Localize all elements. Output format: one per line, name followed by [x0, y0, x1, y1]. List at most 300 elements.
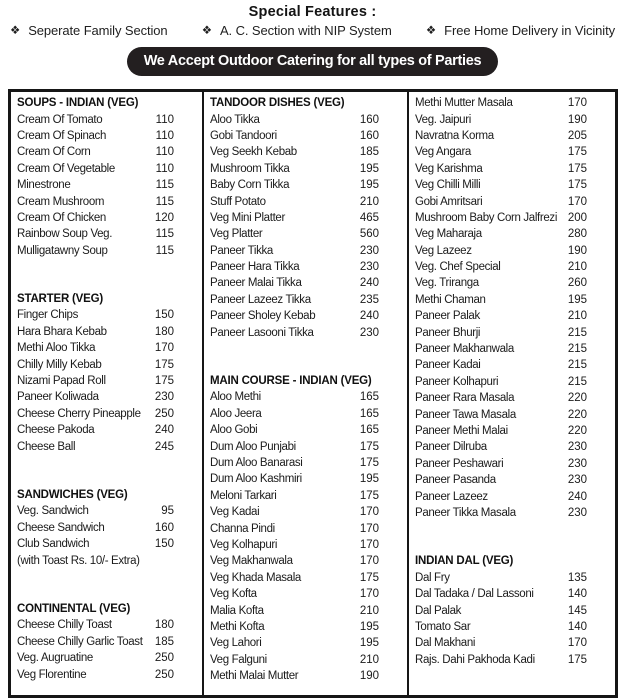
- item-price: 110: [155, 162, 174, 175]
- menu-item: [409, 390, 615, 406]
- item-name: Veg Kolhapuri: [210, 538, 278, 551]
- item-name: Aloo Tikka: [210, 113, 260, 126]
- item-name: Navratna Korma: [415, 129, 494, 142]
- item-price: 205: [567, 129, 587, 142]
- item-price: 220: [567, 425, 587, 437]
- item-price: 560: [359, 228, 379, 241]
- item-name: Dum Aloo Punjabi: [210, 440, 296, 453]
- menu-item: [409, 177, 615, 193]
- item-price: 170: [567, 97, 587, 110]
- item-price: 175: [359, 489, 379, 502]
- item-price: 240: [359, 310, 379, 323]
- item-price: 160: [359, 113, 379, 126]
- item-name: Cheese Sandwich: [17, 521, 105, 534]
- item-name: Veg Angara: [415, 146, 471, 159]
- menu-section: [409, 95, 615, 521]
- item-name: (with Toast Rs. 10/- Extra): [17, 554, 140, 567]
- item-price: 135: [567, 571, 587, 584]
- menu-item: [409, 193, 615, 209]
- menu-item: [204, 553, 407, 569]
- item-name: Aloo Methi: [210, 391, 261, 404]
- menu-item: [11, 634, 202, 650]
- menu-item: [204, 259, 407, 275]
- item-price: 250: [154, 652, 174, 665]
- menu-item: [204, 161, 407, 177]
- item-price: 175: [567, 653, 587, 666]
- menu-item: [11, 210, 202, 226]
- item-name: Paneer Palak: [415, 310, 480, 323]
- section-header: CONTINENTAL (VEG): [17, 602, 131, 615]
- item-name: Tomato Sar: [415, 620, 471, 633]
- item-price: 230: [154, 391, 174, 404]
- item-name: Paneer Bhurji: [415, 326, 481, 339]
- item-price: 210: [567, 261, 587, 274]
- item-price: 195: [359, 637, 379, 650]
- menu-item: [11, 406, 202, 422]
- menu-item: [204, 210, 407, 226]
- item-name: Paneer Dilruba: [415, 441, 487, 454]
- menu-item: [204, 422, 407, 438]
- menu-item: [409, 456, 615, 472]
- menu-item: [409, 128, 615, 144]
- item-name: Mulligatawny Soup: [17, 244, 108, 257]
- item-name: Veg. Chef Special: [415, 261, 501, 274]
- menu-item: [409, 243, 615, 259]
- item-price: 235: [359, 293, 379, 306]
- item-name: Mushroom Baby Corn Jalfrezi: [415, 211, 558, 224]
- item-price: 215: [567, 326, 587, 339]
- item-name: Cream Of Tomato: [17, 113, 103, 126]
- menu-item: [409, 374, 615, 390]
- menu-item: [204, 111, 407, 127]
- menu-item: [204, 324, 407, 340]
- menu-item: [409, 259, 615, 275]
- item-name: Finger Chips: [17, 309, 78, 322]
- item-price: 250: [154, 407, 174, 420]
- item-price: 170: [359, 538, 379, 551]
- item-name: Cheese Cherry Pineapple: [17, 407, 141, 420]
- section-header: SOUPS - INDIAN (VEG): [17, 97, 139, 110]
- menu-item: [204, 389, 407, 405]
- special-features-title: Special Features :: [248, 4, 377, 20]
- item-price: 215: [567, 375, 587, 388]
- item-price: 170: [359, 555, 379, 568]
- menu-item: [409, 635, 615, 651]
- item-price: 170: [359, 588, 379, 601]
- item-name: Chilly Milly Kebab: [17, 358, 102, 371]
- item-name: Malia Kofta: [210, 604, 264, 617]
- item-name: Dum Aloo Kashmiri: [210, 473, 302, 486]
- item-price: 240: [154, 424, 174, 437]
- menu-item: [204, 537, 407, 553]
- menu-column: [202, 92, 407, 695]
- menu-item: [11, 536, 202, 552]
- item-price: 140: [567, 620, 587, 633]
- item-name: Cream Of Vegetable: [17, 162, 115, 175]
- item-name: Methi Kofta: [210, 620, 265, 633]
- menu-item: [409, 210, 615, 226]
- feature-item: [426, 23, 615, 38]
- item-name: Aloo Gobi: [210, 424, 258, 437]
- item-name: Paneer Lasooni Tikka: [210, 326, 314, 339]
- item-name: Veg Platter: [210, 228, 263, 241]
- feature-text: Seperate Family Section: [28, 23, 168, 38]
- menu-section: [204, 95, 407, 341]
- item-name: Stuff Potato: [210, 195, 266, 208]
- menu-item: [11, 324, 202, 340]
- item-name: Methi Aloo Tikka: [17, 342, 96, 355]
- item-name: Paneer Tikka Masala: [415, 506, 516, 519]
- catering-banner: We Accept Outdoor Catering for all types of Parties: [127, 47, 499, 76]
- menu-item: [11, 422, 202, 438]
- item-price: 175: [359, 457, 379, 469]
- item-price: 110: [155, 129, 174, 142]
- item-name: Veg Karishma: [415, 162, 483, 175]
- feature-item: [10, 23, 168, 38]
- menu-item: [204, 602, 407, 618]
- menu-item: [11, 552, 202, 568]
- item-name: Hara Bhara Kebab: [17, 325, 107, 338]
- menu-item: [409, 308, 615, 324]
- item-price: 175: [154, 358, 174, 371]
- section-header: INDIAN DAL (VEG): [415, 555, 514, 568]
- feature-item: [202, 23, 392, 38]
- menu-item: [204, 471, 407, 487]
- menu-section: [11, 291, 202, 455]
- menu-item: [204, 177, 407, 193]
- item-price: 170: [359, 506, 379, 519]
- menu-item: [11, 356, 202, 372]
- item-name: Mushroom Tikka: [210, 162, 290, 175]
- item-price: 210: [567, 310, 587, 323]
- menu-item: [204, 406, 407, 422]
- item-price: 110: [155, 113, 174, 126]
- menu-item: [409, 357, 615, 373]
- item-name: Paneer Lazeez: [415, 490, 488, 503]
- item-price: 110: [155, 146, 174, 159]
- menu-item: [11, 177, 202, 193]
- menu-item: [409, 586, 615, 602]
- item-name: Veg Florentine: [17, 668, 87, 681]
- menu-item: [204, 275, 407, 291]
- menu-item: [204, 226, 407, 242]
- item-name: Veg Mini Platter: [210, 211, 285, 224]
- item-price: 210: [359, 604, 379, 617]
- menu-board: [8, 89, 618, 698]
- item-price: 175: [359, 571, 379, 584]
- item-name: Cream Mushroom: [17, 195, 105, 208]
- item-name: Methi Malai Mutter: [210, 670, 299, 683]
- item-name: Paneer Kadai: [415, 359, 481, 372]
- banner-row: [0, 47, 625, 76]
- menu-item: [11, 520, 202, 536]
- diamond-icon: ❖: [425, 24, 437, 37]
- menu-item: [11, 161, 202, 177]
- menu-item: [11, 373, 202, 389]
- item-price: 230: [567, 441, 587, 454]
- menu-item: [204, 243, 407, 259]
- item-price: 210: [359, 653, 379, 666]
- item-price: 145: [567, 604, 587, 617]
- item-name: Veg. Jaipuri: [415, 113, 471, 126]
- item-price: 120: [154, 211, 174, 224]
- menu-item: [11, 438, 202, 454]
- item-name: Cream Of Spinach: [17, 129, 106, 142]
- menu-item: [204, 520, 407, 536]
- item-price: 140: [567, 588, 587, 601]
- menu-item: [409, 95, 615, 111]
- menu-item: [11, 503, 202, 519]
- item-name: Baby Corn Tikka: [210, 179, 290, 192]
- item-name: Cheese Ball: [17, 440, 76, 453]
- menu-item: [409, 275, 615, 291]
- item-name: Minestrone: [17, 179, 71, 192]
- item-price: 190: [567, 244, 587, 257]
- menu-item: [204, 635, 407, 651]
- item-name: Paneer Tawa Masala: [415, 408, 516, 421]
- menu-item: [11, 128, 202, 144]
- item-name: Veg Kadai: [210, 506, 260, 519]
- menu-section: [204, 373, 407, 684]
- diamond-icon: ❖: [201, 24, 212, 37]
- menu-item: [409, 652, 615, 668]
- menu-item: [11, 243, 202, 259]
- feature-text: Free Home Delivery in Vicinity: [444, 23, 615, 38]
- feature-text: A. C. Section with NIP System: [219, 23, 392, 38]
- item-price: 210: [359, 195, 379, 208]
- menu-column: [407, 92, 615, 695]
- menu-item: [409, 619, 615, 635]
- item-price: 280: [567, 228, 587, 241]
- item-name: Aloo Jeera: [210, 407, 262, 420]
- item-price: 180: [154, 619, 174, 632]
- menu-item: [409, 161, 615, 177]
- menu-item: [11, 111, 202, 127]
- menu-item: [409, 406, 615, 422]
- item-price: 115: [155, 228, 174, 241]
- item-price: 245: [154, 440, 174, 453]
- menu-item: [409, 111, 615, 127]
- item-name: Veg Kofta: [210, 588, 257, 601]
- menu-item: [11, 650, 202, 666]
- menu-column: [11, 92, 202, 695]
- menu-section: [409, 553, 615, 668]
- item-name: Rajs. Dahi Pakhoda Kadi: [415, 653, 535, 666]
- menu-section: [11, 487, 202, 569]
- item-name: Veg. Sandwich: [17, 505, 89, 518]
- item-price: 465: [359, 211, 379, 224]
- item-price: 195: [359, 179, 379, 192]
- menu-item: [409, 602, 615, 618]
- item-name: Paneer Hara Tikka: [210, 261, 300, 274]
- diamond-icon: ❖: [10, 24, 21, 37]
- menu-item: [204, 438, 407, 454]
- item-name: Paneer Pasanda: [415, 474, 496, 487]
- item-name: Paneer Peshawari: [415, 457, 504, 470]
- item-name: Paneer Sholey Kebab: [210, 310, 316, 323]
- item-name: Cheese Pakoda: [17, 424, 95, 437]
- menu-item: [409, 505, 615, 521]
- menu-item: [11, 389, 202, 405]
- section-header: STARTER (VEG): [17, 293, 103, 306]
- item-price: 230: [567, 457, 587, 470]
- menu-section: [11, 601, 202, 683]
- menu-item: [409, 488, 615, 504]
- item-name: Dal Fry: [415, 571, 450, 584]
- item-name: Paneer Tikka: [210, 244, 273, 257]
- menu-item: [11, 193, 202, 209]
- item-price: 170: [359, 522, 379, 535]
- menu-item: [204, 488, 407, 504]
- item-price: 195: [359, 473, 379, 486]
- menu-item: [11, 340, 202, 356]
- item-price: 200: [567, 211, 587, 224]
- item-name: Veg. Augruatine: [17, 652, 93, 665]
- item-name: Veg Seekh Kebab: [210, 146, 297, 159]
- item-name: Methi Chaman: [415, 293, 486, 306]
- item-price: 260: [567, 277, 587, 290]
- item-price: 195: [359, 620, 379, 633]
- menu-item: [409, 341, 615, 357]
- item-price: 180: [154, 325, 174, 338]
- menu-item: [11, 666, 202, 682]
- item-price: 160: [359, 129, 379, 142]
- menu-item: [204, 652, 407, 668]
- menu-item: [11, 307, 202, 323]
- item-price: 240: [359, 277, 379, 290]
- item-name: Club Sandwich: [17, 538, 90, 551]
- item-price: 170: [154, 342, 174, 355]
- item-name: Cream Of Chicken: [17, 211, 106, 224]
- menu-item: [204, 455, 407, 471]
- item-name: Meloni Tarkari: [210, 489, 277, 502]
- item-price: 230: [359, 326, 379, 339]
- item-name: Gobi Amritsari: [415, 195, 483, 208]
- item-name: Dal Tadaka / Dal Lassoni: [415, 588, 534, 601]
- item-name: Paneer Lazeez Tikka: [210, 293, 311, 306]
- item-price: 190: [359, 670, 379, 683]
- item-price: 165: [359, 407, 379, 420]
- item-name: Veg Lazeez: [415, 244, 472, 257]
- menu-item: [11, 617, 202, 633]
- item-name: Veg Khada Masala: [210, 571, 301, 584]
- item-price: 230: [567, 506, 587, 519]
- item-price: 250: [154, 668, 174, 681]
- item-price: 115: [155, 179, 174, 192]
- item-name: Rainbow Soup Veg.: [17, 228, 113, 241]
- item-price: 170: [567, 195, 587, 208]
- item-price: 165: [359, 424, 379, 437]
- menu-item: [11, 144, 202, 160]
- menu-item: [409, 439, 615, 455]
- item-price: 165: [359, 391, 379, 404]
- item-price: 190: [567, 113, 587, 126]
- item-price: 115: [155, 195, 174, 208]
- item-name: Cream Of Corn: [17, 146, 91, 159]
- item-price: 195: [567, 293, 587, 306]
- item-price: 230: [567, 474, 587, 487]
- item-name: Cheese Chilly Toast: [17, 619, 112, 632]
- menu-item: [409, 226, 615, 242]
- item-price: 160: [154, 521, 174, 534]
- item-price: 185: [359, 146, 379, 159]
- item-name: Paneer Methi Malai: [415, 425, 508, 437]
- item-price: 220: [567, 392, 587, 405]
- item-price: 170: [567, 637, 587, 650]
- menu-item: [204, 586, 407, 602]
- features-row: [0, 20, 625, 38]
- item-price: 240: [567, 490, 587, 503]
- menu-item: [204, 570, 407, 586]
- item-price: 215: [567, 359, 587, 372]
- item-name: Methi Mutter Masala: [415, 97, 513, 110]
- menu-item: [204, 292, 407, 308]
- item-price: 175: [567, 162, 587, 175]
- section-header: TANDOOR DISHES (VEG): [210, 97, 345, 110]
- item-name: Veg Makhanwala: [210, 555, 293, 568]
- menu-item: [409, 570, 615, 586]
- item-name: Dal Makhani: [415, 637, 476, 650]
- item-name: Channa Pindi: [210, 522, 275, 535]
- menu-item: [204, 504, 407, 520]
- item-price: 175: [359, 440, 379, 453]
- menu-item: [409, 472, 615, 488]
- item-name: Paneer Kolhapuri: [415, 375, 499, 388]
- item-price: 175: [154, 375, 174, 388]
- menu-item: [409, 423, 615, 439]
- item-name: Paneer Koliwada: [17, 391, 99, 404]
- menu-item: [409, 324, 615, 340]
- section-header: SANDWICHES (VEG): [17, 489, 128, 501]
- menu-item: [204, 668, 407, 684]
- item-price: 150: [154, 309, 174, 322]
- item-price: 230: [359, 261, 379, 274]
- item-price: 215: [567, 343, 587, 356]
- item-price: 95: [161, 505, 174, 518]
- item-name: Veg. Triranga: [415, 277, 479, 290]
- item-name: Gobi Tandoori: [210, 129, 277, 142]
- menu-item: [409, 292, 615, 308]
- item-name: Veg Lahori: [210, 637, 262, 650]
- menu-item: [204, 308, 407, 324]
- item-name: Cheese Chilly Garlic Toast: [17, 635, 143, 648]
- item-name: Veg Maharaja: [415, 228, 482, 241]
- item-name: Dal Palak: [415, 604, 462, 617]
- item-name: Paneer Makhanwala: [415, 343, 514, 356]
- item-price: 195: [359, 162, 379, 175]
- item-name: Dum Aloo Banarasi: [210, 457, 303, 469]
- item-name: Veg Chilli Milli: [415, 179, 481, 192]
- menu-item: [204, 128, 407, 144]
- item-price: 175: [567, 146, 587, 159]
- menu-item: [204, 619, 407, 635]
- item-price: 175: [567, 179, 587, 192]
- item-name: Nizami Papad Roll: [17, 375, 106, 388]
- item-price: 230: [359, 244, 379, 257]
- item-name: Paneer Malai Tikka: [210, 277, 302, 290]
- menu-item: [409, 144, 615, 160]
- item-price: 185: [154, 635, 174, 648]
- menu-item: [204, 193, 407, 209]
- menu-item: [11, 226, 202, 242]
- item-price: 115: [155, 244, 174, 257]
- menu-section: [11, 95, 202, 259]
- item-name: Veg Falguni: [210, 653, 267, 666]
- item-price: 150: [154, 538, 174, 551]
- item-price: 220: [567, 408, 587, 421]
- section-header: MAIN COURSE - INDIAN (VEG): [210, 375, 372, 388]
- item-name: Paneer Rara Masala: [415, 392, 515, 405]
